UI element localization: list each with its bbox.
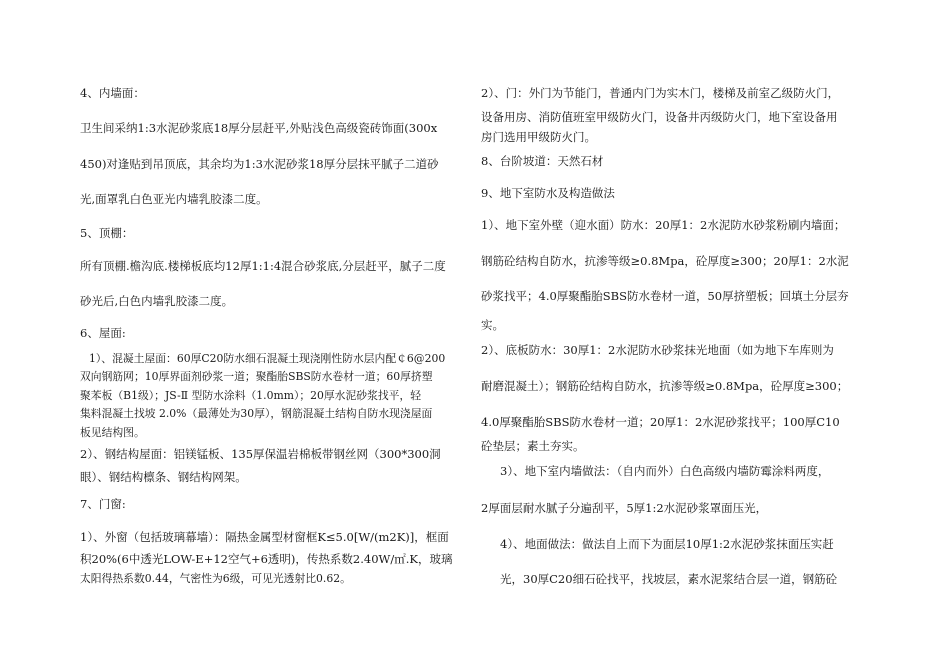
section-7-item-2-line: 房门选用甲级防火门。	[481, 130, 596, 144]
section-9-item-1-line: 钢筋砼结构自防水，抗渗等级≥0.8Mpa，砼厚度≥300；20厚1：2水泥	[481, 254, 849, 268]
section-6-item-2-line: 眼）、钢结构檩条、钢结构网架。	[80, 470, 247, 484]
section-9-item-1-line: 1）、地下室外壁（迎水面）防水：20厚1：2水泥防水砂浆粉刷内墙面；	[481, 218, 846, 232]
section-4-heading: 4、内墙面：	[80, 86, 145, 100]
section-7-item-1-line: 太阳得热系数0.44，气密性为6级，可见光透射比0.62。	[80, 572, 351, 585]
section-5-line: 砂光后,白色内墙乳胶漆二度。	[80, 294, 234, 308]
section-9-item-4-line: 4）、地面做法：做法自上而下为面层10厚1:2水泥砂浆抹面压实赶	[500, 537, 834, 551]
section-6-item-2-line: 2）、钢结构屋面：铝镁锰板、135厚保温岩棉板带钢丝网（300*300洞	[80, 447, 441, 461]
section-9-item-1-line: 实。	[481, 318, 504, 332]
section-9-item-2-line: 4.0厚聚酯胎SBS防水卷材一道；20厚1：2水泥砂浆找平；100厚C10	[481, 415, 840, 429]
section-7-item-2-line: 设备用房、消防值班室甲级防火门，设备井丙级防火门，地下室设备用	[481, 110, 838, 124]
section-9-item-2-line: 2）、底板防水：30厚1：2水泥防水砂浆抹光地面（如为地下车库则为	[481, 343, 834, 357]
section-6-heading: 6、屋面:	[80, 326, 126, 340]
section-9-item-2-line: 耐磨混凝土）；钢筋砼结构自防水，抗渗等级≥0.8Mpa，砼厚度≥300；	[481, 379, 849, 393]
section-6-item-1-line: 聚苯板（B1级）；JS-Ⅱ 型防水涂料（1.0mm）；20厚水泥砂浆找平，轻	[80, 389, 422, 402]
section-7-item-1-line: 积20%(6中透光LOW-E+12空气+6透明)，传热系数2.40W/㎡.K，玻璃	[80, 552, 453, 566]
section-8-heading: 8、台阶坡道：天然石材	[481, 154, 604, 168]
section-6-item-1-line: 板见结构图。	[80, 426, 145, 439]
section-4-line: 卫生间采纳1:3水泥砂浆底18厚分层赶平,外贴浅色高级瓷砖饰面(300x	[80, 121, 438, 135]
section-9-heading: 9、地下室防水及构造做法	[481, 186, 615, 200]
section-4-line: 光,面罩乳白色亚光内墙乳胶漆二度。	[80, 192, 268, 206]
section-9-item-2-line: 砼垫层；素土夯实。	[481, 439, 585, 453]
section-6-item-1-line: 集料混凝土找坡 2.0%（最薄处为30厚），钢筋混凝土结构自防水现浇屋面	[80, 407, 433, 420]
section-6-item-1-line: 1）、混凝土屋面：60厚C20防水细石混凝土现浇刚性防水层内配￠6@200	[89, 352, 446, 365]
section-9-item-1-line: 砂浆找平；4.0厚聚酯胎SBS防水卷材一道，50厚挤塑板；回填土分层夯	[481, 289, 849, 303]
section-5-line: 所有顶棚.檐沟底.楼梯板底均12厚1:1:4混合砂浆底,分层赶平，腻子二度	[80, 259, 446, 273]
section-5-heading: 5、顶棚：	[80, 226, 134, 240]
section-7-item-1-line: 1）、外窗（包括玻璃幕墙）：隔热金属型材窗框K≤5.0[W/(m2K)]，框面	[80, 530, 449, 544]
section-9-item-4-line: 光，30厚C20细石砼找平，找坡层，素水泥浆结合层一道，钢筋砼	[500, 572, 838, 586]
section-4-line: 450)对逢贴到吊顶底，其余均为1:3水泥砂浆18厚分层抹平腻子二道砂	[80, 157, 439, 171]
section-9-item-3-line: 2厚面层耐水腻子分遍刮平，5厚1:2水泥砂浆罩面压光，	[481, 501, 768, 515]
section-7-heading: 7、门窗:	[80, 497, 126, 511]
section-7-item-2-line: 2）、门：外门为节能门，普通内门为实木门，楼梯及前室乙级防火门，	[481, 86, 840, 100]
section-6-item-1-line: 双向钢筋网；10厚界面剂砂浆一道；聚酯胎SBS防水卷材一道；60厚挤塑	[80, 370, 433, 383]
section-9-item-3-line: 3）、地下室内墙做法：（自内而外）白色高级内墙防霉涂料两度，	[500, 464, 830, 478]
